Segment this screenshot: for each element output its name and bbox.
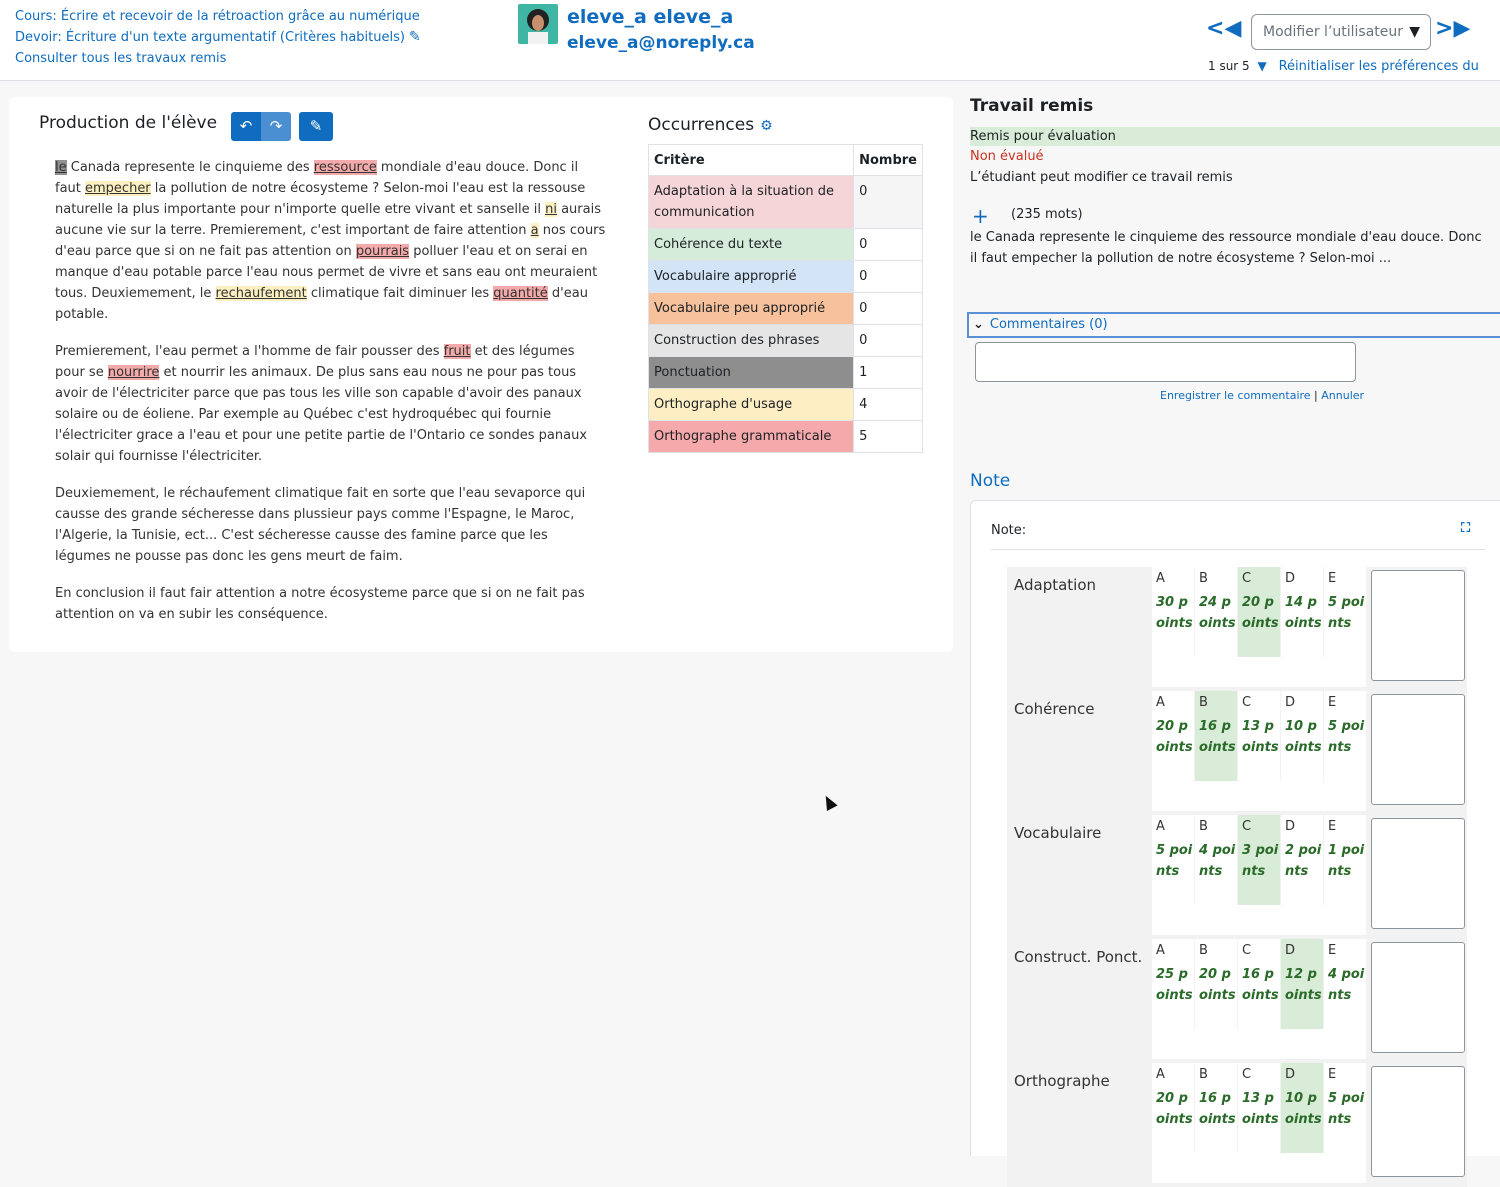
level-letter: D (1285, 695, 1296, 710)
essay-text: Premierement, l'eau permet a l'homme de fair pousser des (55, 344, 444, 359)
criterion-remark-textarea[interactable] (1371, 570, 1465, 681)
level-points: 12 points (1285, 967, 1322, 1003)
avatar (518, 4, 558, 44)
divider (991, 549, 1485, 550)
gear-icon[interactable]: ⚙ (760, 118, 773, 134)
grading-status: Non évalué (970, 149, 1044, 164)
grade-section-title: Note (970, 471, 1011, 491)
highlighted-error[interactable]: ressource (313, 160, 377, 175)
criterion-cell[interactable]: Cohérence du texte (649, 229, 854, 261)
highlighted-error[interactable]: quantité (493, 286, 548, 301)
rubric-level[interactable] (1324, 567, 1366, 657)
rubric-spacer (1152, 781, 1366, 811)
highlight-brush-button[interactable] (299, 112, 333, 141)
top-bar (0, 0, 1500, 81)
table-row (649, 325, 923, 357)
level-letter: C (1242, 943, 1252, 958)
level-points: 25 points (1156, 967, 1193, 1003)
panel-title: Production de l'élève (39, 113, 218, 133)
criterion-remark-textarea[interactable] (1371, 942, 1465, 1053)
table-row (649, 389, 923, 421)
highlighted-error[interactable]: ni (545, 202, 557, 217)
criterion-cell[interactable]: Vocabulaire approprié (649, 261, 854, 293)
rubric-level[interactable] (1238, 567, 1280, 657)
edit-status: L’étudiant peut modifier ce travail remis (970, 170, 1233, 185)
save-comment-link[interactable]: Enregistrer le commentaire (1160, 389, 1311, 402)
redo-icon: ↷ (269, 117, 283, 135)
submission-excerpt: le Canada represente le cinquieme des ressource mondiale d'eau douce. Donc il faut empecher la pollution de notre écosysteme ? Selon-moi ... (970, 230, 1482, 266)
rubric-level[interactable] (1152, 1063, 1194, 1153)
criterion-remark-textarea[interactable] (1371, 1066, 1465, 1177)
rubric-criterion (1007, 1063, 1467, 1187)
rubric-level[interactable] (1195, 939, 1237, 1029)
grade-label: Note: (991, 523, 1027, 538)
comment-actions: Enregistrer le commentaire | Annuler (1160, 389, 1365, 402)
level-points: 30 points (1156, 595, 1193, 631)
count-cell: 0 (854, 229, 923, 261)
student-production-panel (9, 97, 953, 652)
pager (1208, 59, 1479, 74)
essay-text: et des légumes pour se (55, 344, 575, 380)
highlighted-error[interactable]: fruit (443, 344, 471, 359)
rubric-level[interactable] (1324, 815, 1366, 905)
reset-preferences-link[interactable]: Réinitialiser les préférences du (1278, 59, 1479, 74)
level-letter: C (1242, 571, 1252, 586)
count-cell: 0 (854, 176, 923, 229)
course-link[interactable]: Cours: Écrire et recevoir de la rétroaction grâce au numérique (15, 9, 420, 24)
essay-text: aurais aucune vie sur la terre. Premierement, c'est important de faire attention (55, 202, 601, 238)
level-letter: A (1156, 943, 1165, 958)
rubric-level[interactable] (1152, 691, 1194, 781)
essay-text: En conclusion il faut fair attention a notre écosysteme parce que si on ne fait pas attention on va en subir les conséquence. (55, 586, 585, 622)
rubric-level[interactable] (1281, 1063, 1323, 1153)
level-points: 2 points (1285, 843, 1322, 879)
level-points: 1 points (1328, 843, 1365, 879)
table-row (649, 261, 923, 293)
rubric-criterion (1007, 815, 1467, 939)
highlighted-error[interactable]: pourrais (355, 244, 410, 259)
essay-text: Canada represente le cinquieme des (66, 160, 314, 175)
level-letter: E (1328, 571, 1337, 586)
breadcrumb (15, 6, 421, 69)
dropdown-triangle-icon: ▼ (1409, 24, 1420, 40)
level-letter: E (1328, 695, 1337, 710)
essay-text: et nourrir les animaux. De plus sans eau nous ne pour pas tous avoir de l'électriciter parce que pas tous les ville son capable d'avoir des panaux solaire ou de éoliene. Par exemple au Québec c'est hydroquébec qui fournie l'électriciter grace a l'eau et pour une petite partie de l'Ontario ce sondes panaux solair qui fournisse l'électriciter. (55, 365, 588, 464)
level-letter: A (1156, 1067, 1165, 1082)
rubric-spacer (1152, 1153, 1366, 1183)
level-points: 14 points (1285, 595, 1322, 631)
level-letter: A (1156, 819, 1165, 834)
level-letter: B (1199, 1067, 1208, 1082)
comment-textarea[interactable] (975, 342, 1356, 382)
user-email: eleve_a@noreply.ca (567, 33, 755, 53)
level-letter: C (1242, 695, 1252, 710)
count-cell: 0 (854, 325, 923, 357)
criterion-name: Cohérence (1014, 700, 1095, 718)
rubric-level[interactable] (1152, 939, 1194, 1029)
level-letter: E (1328, 819, 1337, 834)
brush-icon: ✎ (309, 117, 323, 135)
criterion-remark-textarea[interactable] (1371, 694, 1465, 805)
rubric-spacer (1152, 1029, 1366, 1059)
rubric-level[interactable] (1281, 691, 1323, 781)
level-points: 20 points (1156, 719, 1193, 755)
essay-paragraph (55, 583, 607, 625)
rubric-level[interactable] (1152, 567, 1194, 657)
essay-text: d'eau potable. (55, 286, 588, 322)
rubric-level[interactable] (1281, 815, 1323, 905)
rubric-level[interactable] (1195, 567, 1237, 657)
rubric-level[interactable] (1324, 691, 1366, 781)
level-points: 5 points (1328, 595, 1365, 631)
essay-paragraph (55, 157, 607, 325)
level-points: 24 points (1199, 595, 1236, 631)
level-points: 20 points (1199, 967, 1236, 1003)
grade-card (970, 500, 1500, 1156)
filter-icon[interactable]: ▼ (1257, 59, 1267, 73)
level-points: 4 points (1199, 843, 1236, 879)
user-name[interactable]: eleve_a eleve_a (567, 6, 734, 28)
level-points: 20 points (1156, 1091, 1193, 1127)
highlighted-error[interactable]: a (530, 223, 539, 238)
criterion-cell[interactable]: Ponctuation (649, 357, 854, 389)
mouse-cursor (820, 793, 837, 811)
level-letter: C (1242, 1067, 1252, 1082)
essay-text: polluer l'eau et on serai en manque d'eau potable parce l'eau nous permet de vivre et sans eau ont meuraient tous. Deuxiemement, le (55, 244, 598, 301)
level-points: 16 points (1199, 1091, 1236, 1127)
rubric-spacer (1152, 657, 1366, 687)
occurrences-table (648, 144, 923, 453)
level-letter: A (1156, 695, 1165, 710)
criterion-cell[interactable]: Orthographe d'usage (649, 389, 854, 421)
assignment-link[interactable]: Devoir: Écriture d'un texte argumentatif (Critères habituels) (15, 30, 405, 45)
column-header-criterion: Critère (649, 145, 854, 176)
criterion-cell[interactable]: Vocabulaire peu approprié (649, 293, 854, 325)
rubric-level[interactable] (1238, 815, 1280, 905)
rubric-criterion (1007, 939, 1467, 1063)
level-points: 5 points (1156, 843, 1193, 879)
undo-button[interactable] (231, 112, 261, 141)
rubric-level[interactable] (1195, 1063, 1237, 1153)
rubric-level[interactable] (1324, 1063, 1366, 1153)
rubric-level[interactable] (1195, 815, 1237, 905)
rubric-level[interactable] (1152, 815, 1194, 905)
criterion-cell[interactable]: Adaptation à la situation de communication (649, 176, 854, 229)
table-row (649, 421, 923, 453)
level-letter: D (1285, 1067, 1296, 1082)
cancel-comment-link[interactable]: Annuler (1321, 389, 1365, 402)
essay-text: la pollution de notre écosysteme ? Selon-moi l'eau est la ressouse naturelle la plus importante pour n'importe quelle etre vivant et sanselle il (55, 181, 586, 217)
level-letter: B (1199, 819, 1208, 834)
column-header-count: Nombre (854, 145, 923, 176)
level-letter: C (1242, 819, 1252, 834)
pencil-icon[interactable]: ✎ (408, 29, 421, 45)
essay-paragraph (55, 341, 607, 467)
criterion-name: Vocabulaire (1014, 824, 1102, 842)
rubric-level[interactable] (1238, 691, 1280, 781)
all-submissions-link[interactable]: Consulter tous les travaux remis (15, 51, 227, 66)
essay-text: climatique fait diminuer les (306, 286, 494, 301)
expand-plus-icon[interactable]: + (972, 204, 989, 228)
undo-icon: ↶ (239, 117, 253, 135)
level-letter: D (1285, 943, 1296, 958)
change-user-select[interactable]: Modifier l’utilisateur ▼ (1251, 14, 1431, 50)
rubric-level[interactable] (1281, 567, 1323, 657)
comments-toggle[interactable]: ⌄ Commentaires (0) (967, 312, 1500, 338)
rubric-spacer (1152, 905, 1366, 935)
highlighted-error[interactable]: empecher (85, 181, 151, 196)
level-points: 16 points (1199, 719, 1236, 755)
criterion-cell[interactable]: Construction des phrases (649, 325, 854, 357)
submission-status: Remis pour évaluation (970, 127, 1500, 146)
essay-text: Deuxiemement, le réchaufement climatique fait en sorte que l'eau sevaporce qui causse des grande sécheresse dans plussieur pays comme l'Espagne, le Maroc, l'Algerie, la Tunisie, ect... C'est sécheresse causse des famine parce que les légumes ne pousse pas donc les gens meurt de faim. (55, 486, 586, 564)
pager-count: 1 sur 5 (1208, 59, 1250, 73)
previous-user-button[interactable]: <◀ (1206, 16, 1242, 41)
level-points: 20 points (1242, 595, 1279, 631)
level-points: 4 points (1328, 967, 1365, 1003)
level-points: 3 points (1242, 843, 1279, 879)
student-essay[interactable] (55, 157, 607, 641)
fullscreen-icon[interactable]: ⛶ (1461, 521, 1471, 536)
chevron-down-icon: ⌄ (973, 317, 984, 332)
word-count: (235 mots) (1011, 207, 1083, 222)
level-points: 10 points (1285, 1091, 1322, 1127)
level-points: 13 points (1242, 1091, 1279, 1127)
table-row (649, 176, 923, 229)
count-cell: 5 (854, 421, 923, 453)
level-letter: D (1285, 571, 1296, 586)
redo-button[interactable] (261, 112, 291, 141)
level-points: 13 points (1242, 719, 1279, 755)
criterion-name: Orthographe (1014, 1072, 1110, 1090)
rubric-level[interactable] (1324, 939, 1366, 1029)
next-user-button[interactable]: >▶ (1435, 16, 1471, 41)
table-row (649, 357, 923, 389)
highlighted-error[interactable]: le (55, 160, 67, 175)
table-row (649, 293, 923, 325)
rubric-level[interactable] (1238, 1063, 1280, 1153)
level-points: 5 points (1328, 1091, 1365, 1127)
rubric-criterion (1007, 691, 1467, 815)
essay-paragraph (55, 483, 607, 567)
level-letter: B (1199, 571, 1208, 586)
level-letter: D (1285, 819, 1296, 834)
count-cell: 0 (854, 293, 923, 325)
count-cell: 0 (854, 261, 923, 293)
level-letter: B (1199, 943, 1208, 958)
table-row (649, 229, 923, 261)
level-points: 5 points (1328, 719, 1365, 755)
level-letter: B (1199, 695, 1208, 710)
criterion-remark-textarea[interactable] (1371, 818, 1465, 929)
count-cell: 1 (854, 357, 923, 389)
level-points: 10 points (1285, 719, 1322, 755)
criterion-name: Construct. Ponct. (1014, 948, 1143, 966)
rubric-level[interactable] (1238, 939, 1280, 1029)
level-letter: E (1328, 943, 1337, 958)
criterion-cell[interactable]: Orthographe grammaticale (649, 421, 854, 453)
rubric-level[interactable] (1195, 691, 1237, 781)
highlighted-error[interactable]: nourrire (107, 365, 160, 380)
criterion-name: Adaptation (1014, 576, 1097, 594)
rubric-level[interactable] (1281, 939, 1323, 1029)
essay-text: mondiale d'eau douce. Donc il faut (55, 160, 579, 196)
occurrences-title: Occurrences ⚙ (648, 115, 773, 135)
essay-text: nos cours d'eau parce que si on ne fait pas attention on (55, 223, 606, 259)
highlighted-error[interactable]: rechaufement (215, 286, 307, 301)
level-letter: E (1328, 1067, 1337, 1082)
rubric-criterion (1007, 567, 1467, 691)
level-letter: A (1156, 571, 1165, 586)
level-points: 16 points (1242, 967, 1279, 1003)
count-cell: 4 (854, 389, 923, 421)
submission-title: Travail remis (970, 96, 1094, 116)
